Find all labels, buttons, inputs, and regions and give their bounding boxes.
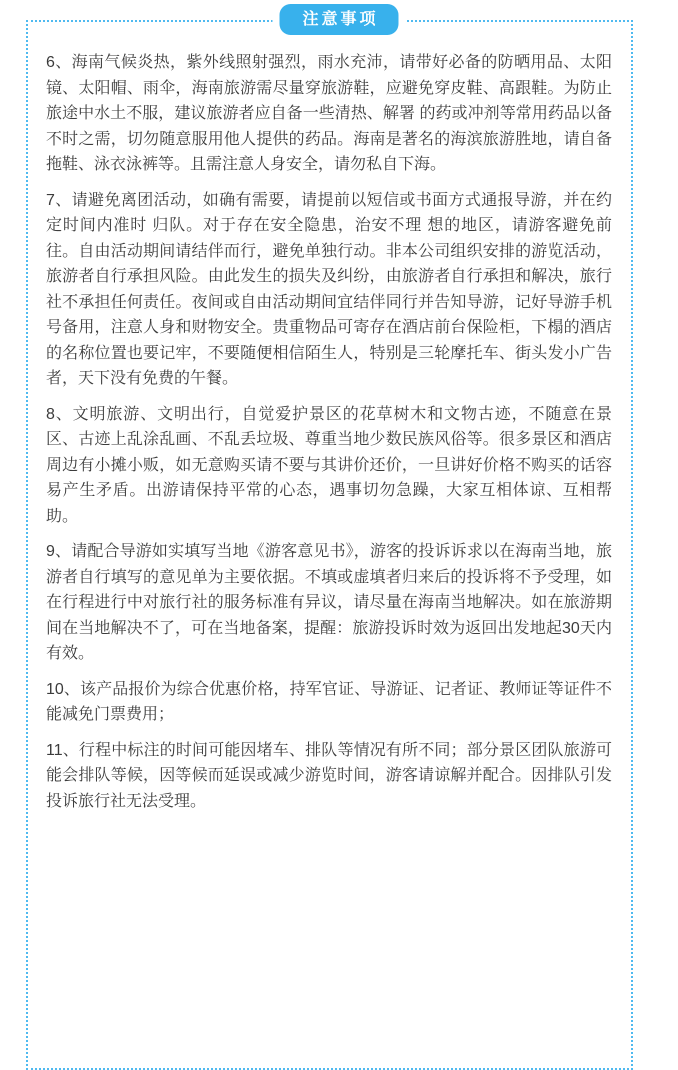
notice-paragraph: 9、请配合导游如实填写当地《游客意见书》，游客的投诉诉求以在海南当地，旅游者自行填写的意见单为主要依据。不填或虚填者归来后的投诉将不予受理，如在行程进行中对旅行社的服务标准有异议，请尽量在海南当地解决。如在旅游期间在当地解决不了，可在当地备案，提醒：旅游投诉时效为返回出发地起30天内有效。 xyxy=(46,543,612,662)
notice-paragraph: 11、行程中标注的时间可能因堵车、排队等情况有所不同；部分景区团队旅游可能会排队等候，因等候而延误或减少游览时间，游客请谅解并配合。因排队引发投诉旅行社无法受理。 xyxy=(46,741,612,810)
notice-paragraph: 7、请避免离团活动，如确有需要，请提前以短信或书面方式通报导游，并在约定时间内准时 归队。对于存在安全隐患，治安不理 想的地区，请游客避免前往。自由活动期间请结伴而行，避免单独行动。非本公司组织安排的游览活动，旅游者自行承担风险。由此发生的损失及纠纷，由旅游者自行承担和解决，旅行社不承担任何责任。夜间或自由活动期间宜结伴同行并告知导游，记好导游手机号备用，注意人身和财物安全。贵重物品可寄存在酒店前台保险柜，下榻的酒店的名称位置也要记牢，不要随便相信陌生人，特别是三轮摩托车、街头发小广告者，天下没有免费的午餐。 xyxy=(46,191,612,387)
notice-section-badge: 注意事项 xyxy=(279,4,398,35)
notice-paragraph: 8、文明旅游、文明出行，自觉爱护景区的花草树木和文物古迹，不随意在景区、古迹上乱涂乱画、不乱丢垃圾、尊重当地少数民族风俗等。很多景区和酒店周边有小摊小贩，如无意购买请不要与其讲价还价，一旦讲好价格不购买的话容易产生矛盾。出游请保持平常的心态，遇事切勿急躁，大家互相体谅、互相帮助。 xyxy=(46,405,612,525)
notice-paragraph: 10、该产品报价为综合优惠价格，持军官证、导游证、记者证、教师证等证件不能减免门票费用； xyxy=(46,680,612,723)
notice-box xyxy=(26,20,633,1070)
notice-paragraph-list xyxy=(46,50,612,814)
notice-paragraph: 6、海南气候炎热，紫外线照射强烈，雨水充沛，请带好必备的防晒用品、太阳镜、太阳帽、雨伞，海南旅游需尽量穿旅游鞋，应避免穿皮鞋、高跟鞋。为防止旅途中水土不服，建议旅游者应自备一些清热、解署 的药或冲剂等常用药品以备不时之需，切勿随意服用他人提供的药品。海南是著名的海滨旅游胜地，请自备拖鞋、泳衣泳裤等。且需注意人身安全，请勿私自下海。 xyxy=(46,54,612,173)
